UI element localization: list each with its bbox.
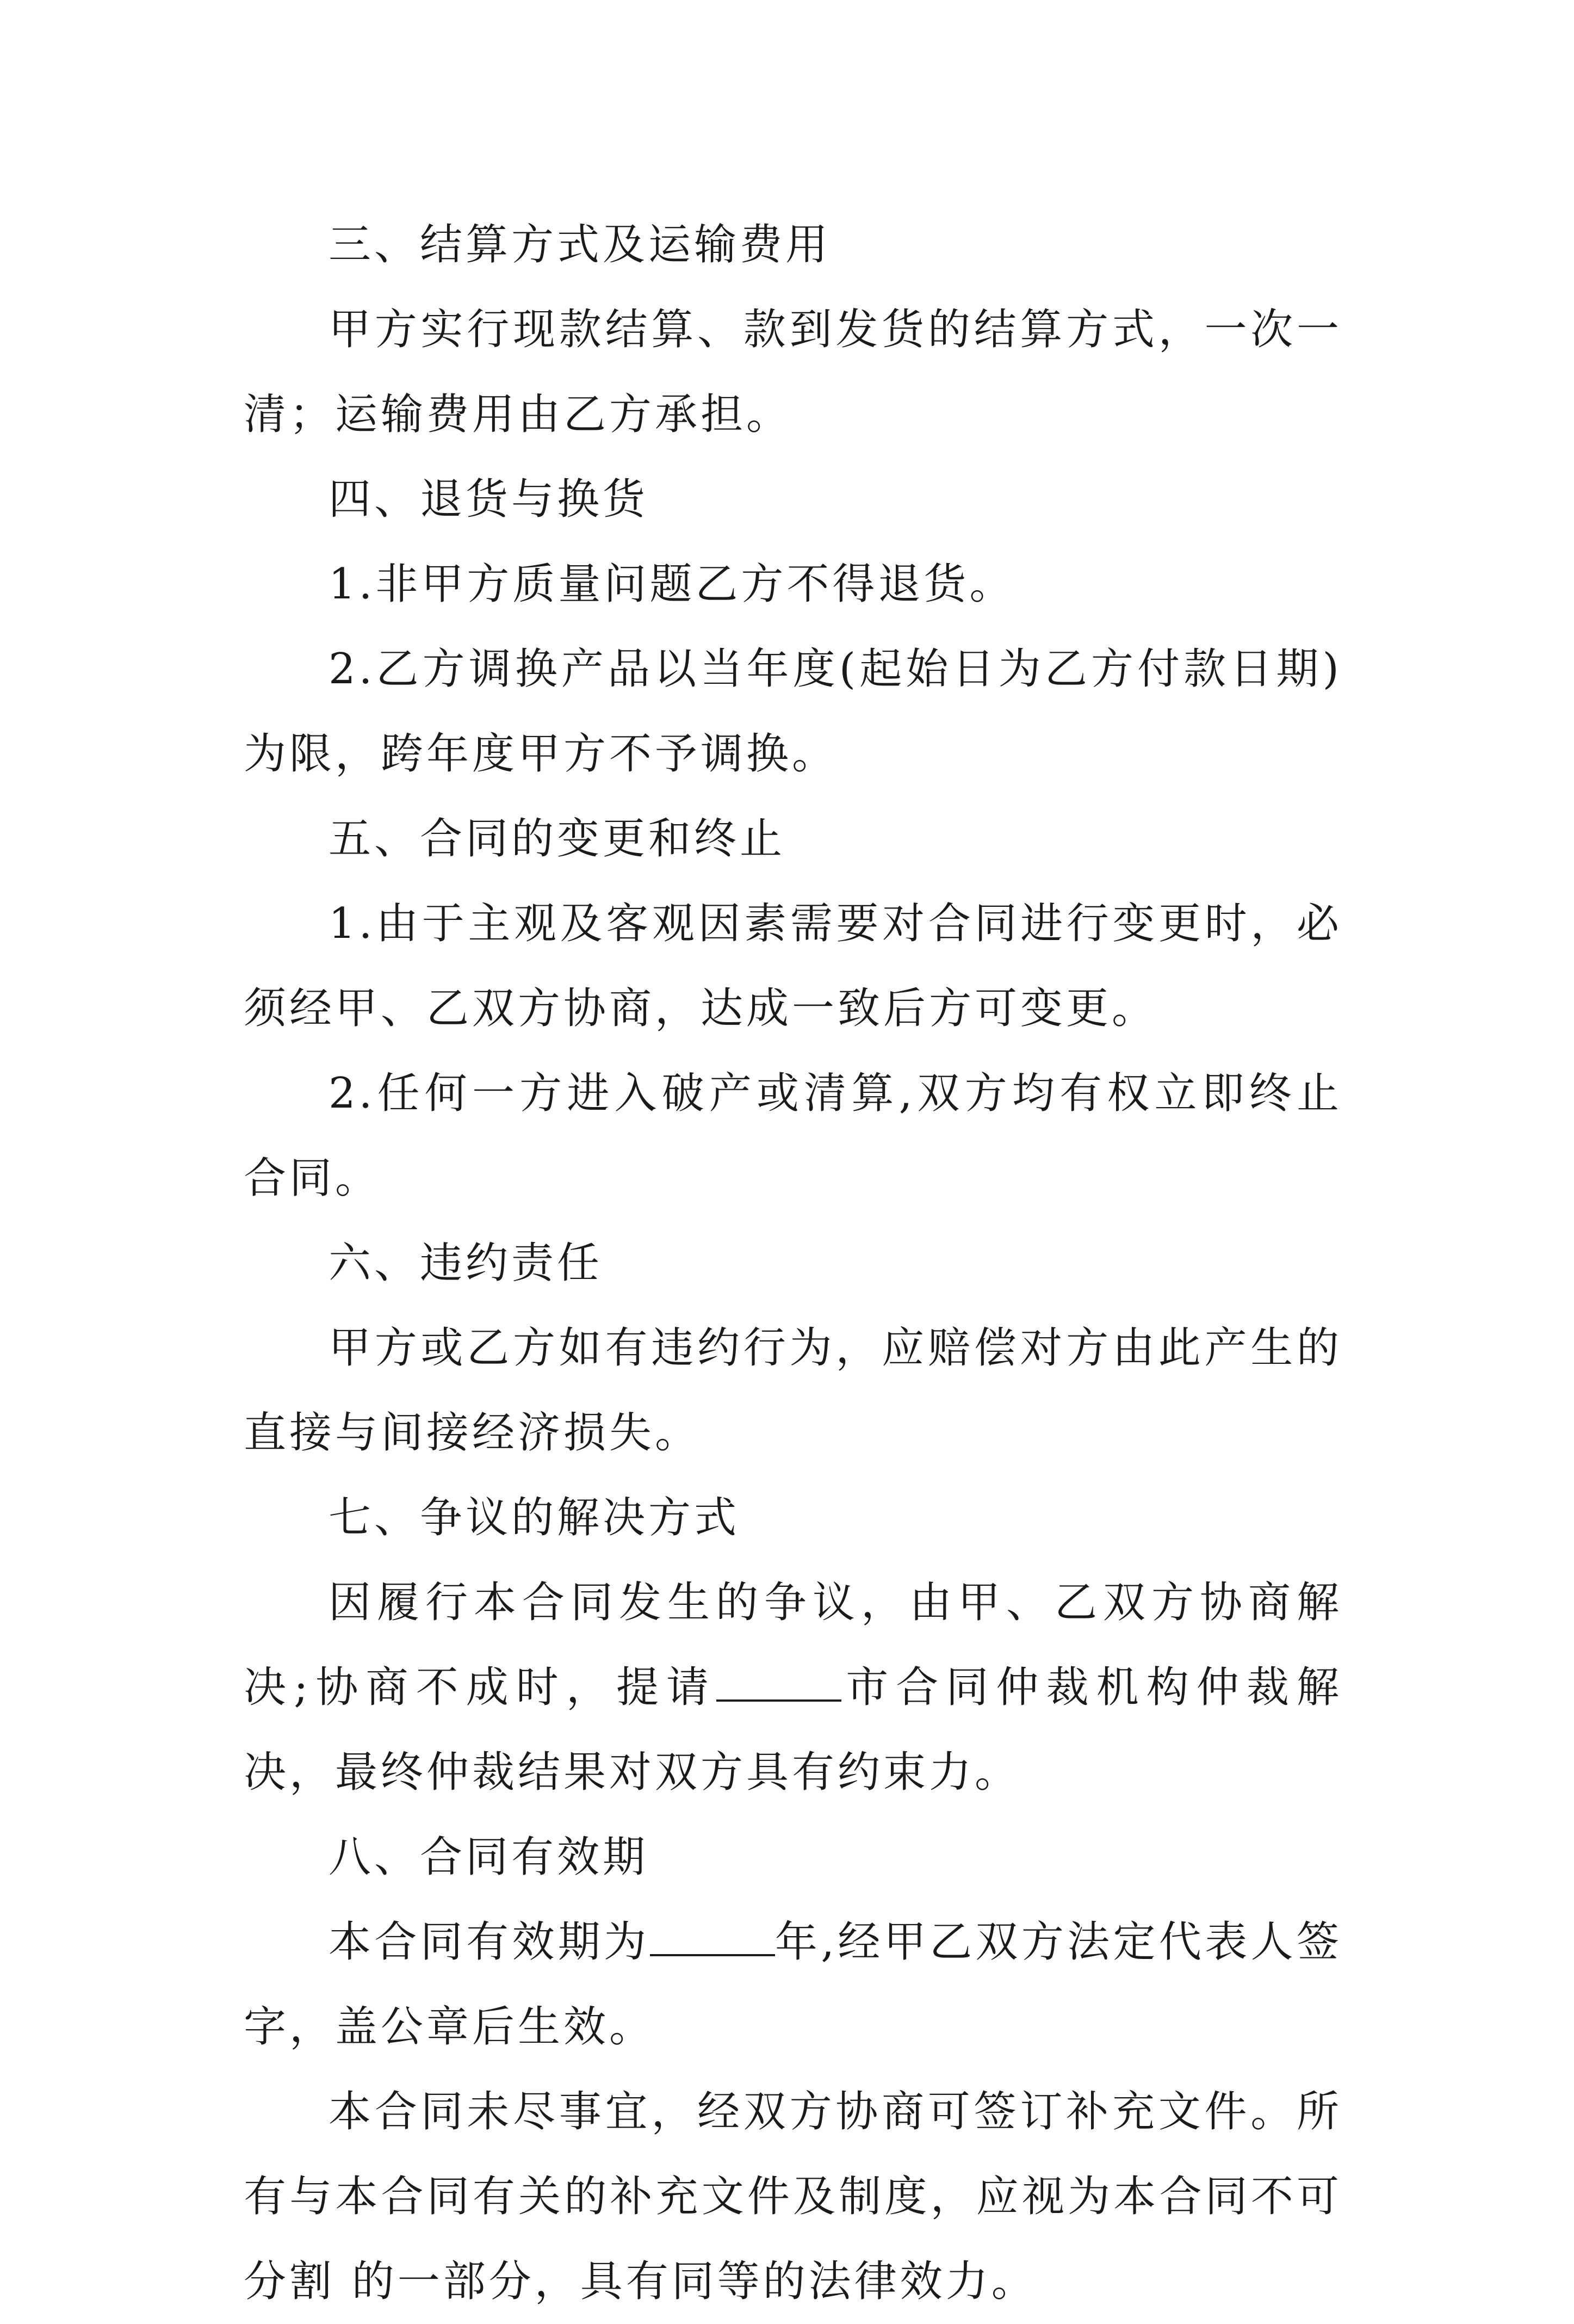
- section-8-paragraph: [244, 1900, 1342, 2069]
- section-4-heading: 四、退货与换货: [329, 475, 649, 524]
- section-4-item-2: 2.乙方调换产品以当年度(起始日为乙方付款日期)为限，跨年度甲方不予调换。: [244, 645, 1342, 778]
- city-blank-field: [716, 1661, 841, 1702]
- section-7-heading: 七、争议的解决方式: [329, 1493, 740, 1542]
- section-6-heading: 六、违约责任: [329, 1239, 603, 1288]
- section-5-item-1: 1.由于主观及客观因素需要对合同进行变更时，必须经甲、乙双方协商，达成一致后方可变更。: [244, 899, 1342, 1033]
- section-3-paragraph: 甲方实行现款结算、款到发货的结算方式，一次一清；运输费用由乙方承担。: [244, 305, 1342, 439]
- section-7-text-b: 市合同仲裁机构仲裁解决，最终仲裁结果对双方具有约束力。: [244, 1663, 1342, 1797]
- years-blank-field: [650, 1916, 775, 1956]
- section-5-item-2: 2.任何一方进入破产或清算,双方均有权立即终止合同。: [244, 1069, 1342, 1203]
- section-7-paragraph: [244, 1560, 1342, 1815]
- section-8-text-a: 本合同有效期为: [329, 1918, 650, 1967]
- section-3-heading: 三、结算方式及运输费用: [329, 220, 832, 269]
- section-8-text-b: 年,经甲乙双方法定代表人签字，盖公章后生效。: [244, 1918, 1342, 2051]
- contract-body: [244, 202, 1342, 2324]
- section-8-heading: 八、合同有效期: [329, 1833, 649, 1882]
- closing-paragraph: 本合同未尽事宜，经双方协商可签订补充文件。所有与本合同有关的补充文件及制度，应视为本合同不可分割 的一部分，具有同等的法律效力。: [244, 2087, 1342, 2306]
- section-7-text-a: 因履行本合同发生的争议，由甲、乙双方协商解决;协商不成时，提请: [244, 1578, 1342, 1712]
- section-6-paragraph: 甲方或乙方如有违约行为，应赔偿对方由此产生的直接与间接经济损失。: [244, 1324, 1342, 1457]
- section-4-item-1: 1.非甲方质量问题乙方不得退货。: [329, 560, 1015, 609]
- section-5-heading: 五、合同的变更和终止: [329, 814, 786, 863]
